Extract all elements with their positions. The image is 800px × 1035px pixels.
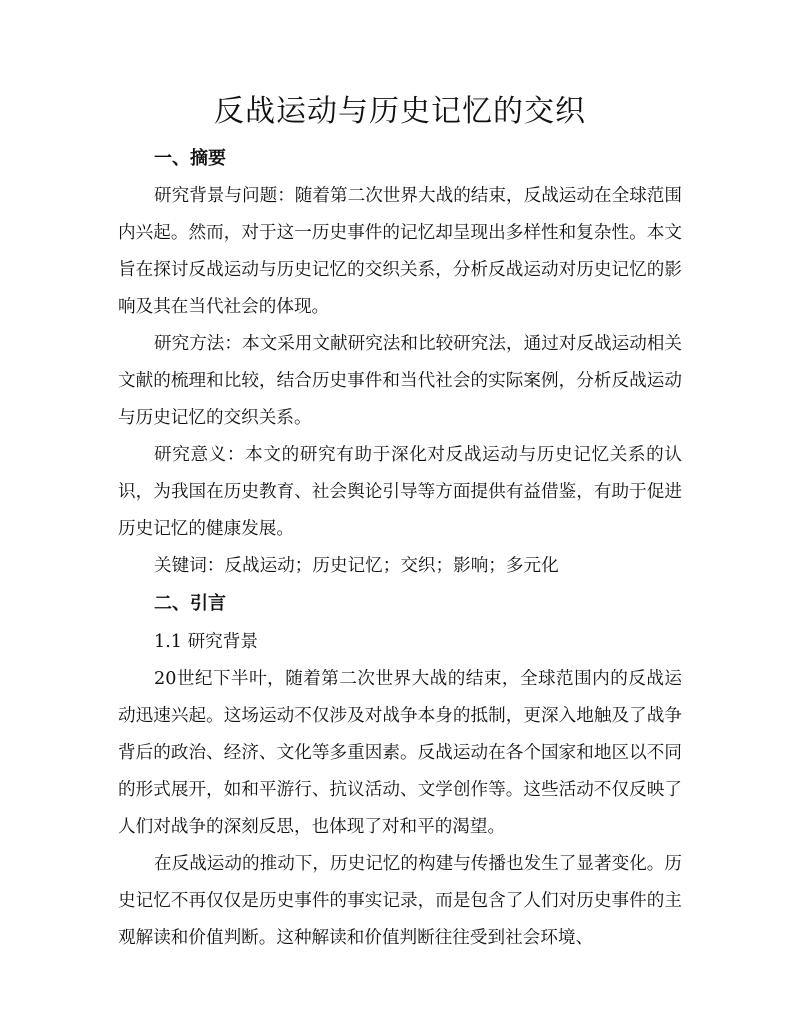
intro-paragraph-1: 20世纪下半叶，随着第二次世界大战的结束，全球范围内的反战运动迅速兴起。这场运动不仅涉及对战争本身的抵制，更深入地触及了战争背后的政治、经济、文化等多重因素。反战运动在各个国家和地区以不同的形式展开，如和平游行、抗议活动、文学创作等。这些活动不仅反映了人们对战争的深刻反思，也体现了对和平的渴望。: [118, 669, 682, 837]
section-1-1-heading: 1.1 研究背景: [154, 632, 258, 652]
intro-paragraph-2: 在反战运动的推动下，历史记忆的构建与传播也发生了显著变化。历史记忆不再仅仅是历史事件的事实记录，而是包含了人们对历史事件的主观解读和价值判断。这种解读和价值判断往往受到社会环境、: [118, 854, 682, 948]
keywords-line: 关键词：反战运动；历史记忆；交织；影响；多元化: [154, 556, 559, 576]
abstract-significance-paragraph: 研究意义：本文的研究有助于深化对反战运动与历史记忆关系的认识，为我国在历史教育、社会舆论引导等方面提供有益借鉴，有助于促进历史记忆的健康发展。: [118, 445, 682, 539]
abstract-method-paragraph: 研究方法：本文采用文献研究法和比较研究法，通过对反战运动相关文献的梳理和比较，结合历史事件和当代社会的实际案例，分析反战运动与历史记忆的交织关系。: [118, 334, 682, 428]
intro-heading: 二、引言: [154, 593, 226, 614]
document-title: 反战运动与历史记忆的交织: [214, 94, 586, 129]
abstract-heading: 一、摘要: [154, 148, 226, 169]
abstract-background-paragraph: 研究背景与问题：随着第二次世界大战的结束，反战运动在全球范围内兴起。然而，对于这一历史事件的记忆却呈现出多样性和复杂性。本文旨在探讨反战运动与历史记忆的交织关系，分析反战运动对历史记忆的影响及其在当代社会的体现。: [118, 186, 682, 317]
